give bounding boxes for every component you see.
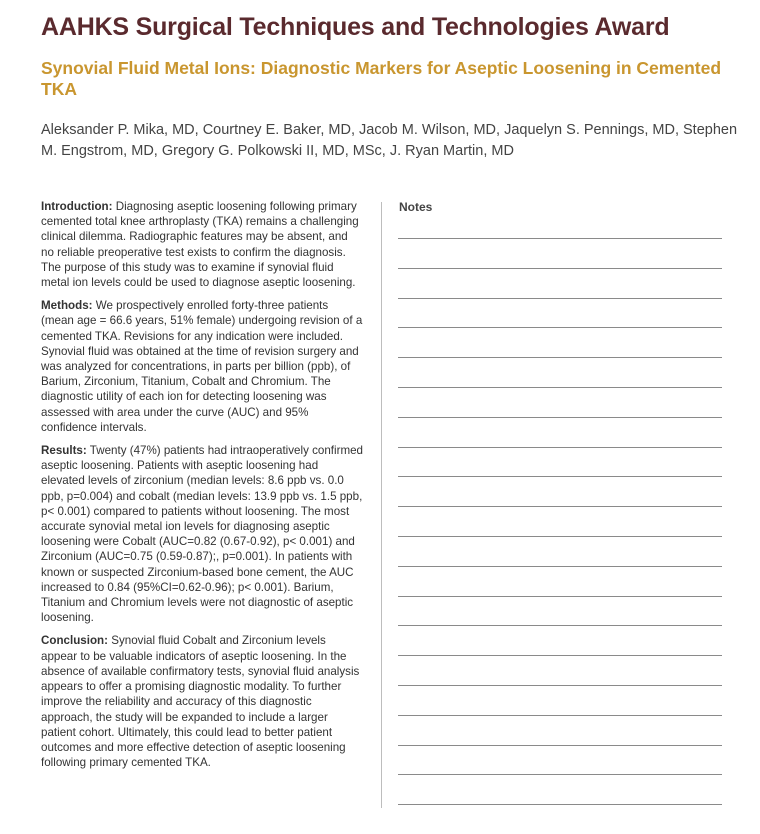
- column-divider: [381, 202, 382, 808]
- results-section: [41, 443, 363, 625]
- author-list: Aleksander P. Mika, MD, Courtney E. Baker, MD, Jacob M. Wilson, MD, Jaquelyn S. Pennings, MD, Stephen M. Engstrom, MD, Gregory G. Polkowski II, MD, MSc, J. Ryan Martin, MD: [41, 122, 738, 159]
- note-line: [398, 804, 722, 805]
- notes-title: Notes: [399, 200, 433, 214]
- results-text: Twenty (47%) patients had intraoperatively confirmed aseptic loosening. Patients with aseptic loosening had elevated levels of zirconium (median levels: 8.6 ppb vs. 0.0 ppb, p=0.004) and cobalt (median levels: 13.9 ppb vs. 1.5 ppb, p< 0.001) compared to patients without loosening. The most accurate synovial metal ion levels for diagnosing aseptic loosening were Cobalt (AUC=0.82 (0.67-0.92), p< 0.001) and Zirconium (AUC=0.75 (0.59-0.87);, p=0.001). In patients with known or suspected Zirconium-based bone cement, the AUC increased to 0.84 (95%CI=0.62-0.96); p< 0.001). Barium, Titanium and Chromium levels were not diagnostic of aseptic loosening.: [41, 444, 363, 625]
- conclusion-section: [41, 633, 363, 770]
- methods-text: We prospectively enrolled forty-three patients (mean age = 66.6 years, 51% female) undergoing revision of a cemented TKA. Revisions for any indication were included. Synovial fluid was obtained at the time of revision surgery and was analyzed for concentrations, in parts per billion (ppb), of Barium, Zirconium, Titanium, Cobalt and Chromium. The diagnostic utility of each ion for detecting loosening was assessed with area under the curve (AUC) and 95% confidence intervals.: [41, 299, 363, 434]
- note-line: [398, 536, 722, 537]
- notes-lines: [398, 238, 722, 834]
- note-line: [398, 685, 722, 686]
- conclusion-text: Synovial fluid Cobalt and Zirconium levels appear to be valuable indicators of aseptic loosening. In the absence of available confirmatory tests, synovial fluid analysis appears to offer a promising diagnostic modality. To further improve the reliability and accuracy of this diagnostic approach, the study will be expanded to include a larger patient cohort. Ultimately, this could lead to better patient outcomes and more effective detection of aseptic loosening following primary cemented TKA.: [41, 634, 360, 770]
- note-line: [398, 774, 722, 775]
- methods-label: Methods:: [41, 299, 93, 313]
- methods-section: [41, 298, 363, 435]
- note-line: [398, 596, 722, 597]
- note-line: [398, 238, 722, 239]
- note-line: [398, 357, 722, 358]
- introduction-section: [41, 199, 363, 290]
- introduction-label: Introduction:: [41, 200, 113, 213]
- introduction-text: Diagnosing aseptic loosening following primary cemented total knee arthroplasty (TKA) remains a challenging clinical dilemma. Radiographic features may be absent, and no reliable preoperative test exists to confirm the diagnosis. The purpose of this study was to examine if synovial fluid metal ion levels could be used to diagnose aseptic loosening.: [41, 200, 359, 290]
- note-line: [398, 298, 722, 299]
- conclusion-label: Conclusion:: [41, 634, 108, 648]
- note-line: [398, 506, 722, 507]
- note-line: [398, 476, 722, 477]
- note-line: [398, 447, 722, 448]
- note-line: [398, 387, 722, 388]
- award-title: AAHKS Surgical Techniques and Technologies Award: [41, 13, 670, 41]
- paper-title: Synovial Fluid Metal Ions: Diagnostic Markers for Aseptic Loosening in Cemented TKA: [41, 58, 722, 99]
- note-line: [398, 327, 722, 328]
- note-line: [398, 417, 722, 418]
- note-line: [398, 655, 722, 656]
- note-line: [398, 566, 722, 567]
- note-line: [398, 745, 722, 746]
- note-line: [398, 715, 722, 716]
- note-line: [398, 625, 722, 626]
- note-line: [398, 268, 722, 269]
- results-label: Results:: [41, 444, 87, 458]
- abstract-column: [41, 199, 363, 778]
